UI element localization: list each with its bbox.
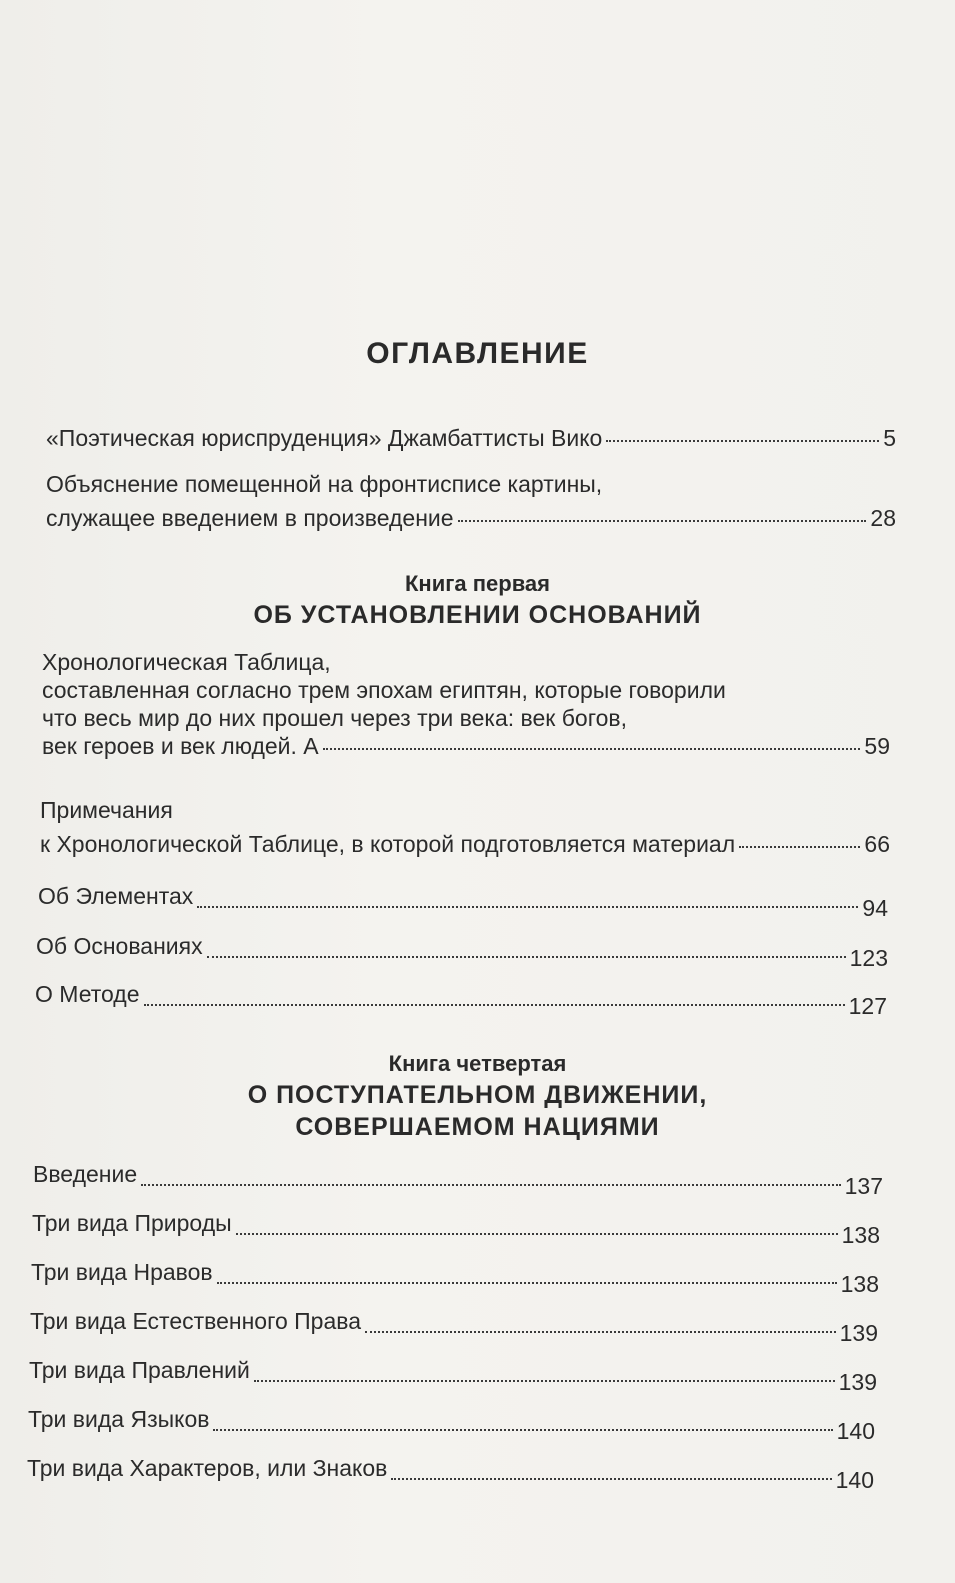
toc-entry	[28, 1405, 875, 1445]
toc-entry-text: что весь мир до них прошел через три века: век богов,	[42, 705, 627, 731]
dot-leader	[606, 440, 879, 442]
toc-entry-text: Об Элементах	[38, 883, 194, 909]
book-heading	[0, 569, 955, 631]
toc-entry	[29, 1356, 877, 1396]
toc-entry-text: Три вида Природы	[32, 1210, 232, 1236]
toc-page-number: 140	[835, 1467, 874, 1493]
dot-leader	[391, 1478, 831, 1480]
toc-entry-text: Три вида Языков	[28, 1406, 210, 1432]
page-title: ОГЛАВЛЕНИЕ	[366, 337, 589, 370]
toc-page-number: 138	[840, 1271, 879, 1297]
toc-page-number: 140	[836, 1418, 875, 1444]
book-title: СОВЕРШАЕМОМ НАЦИЯМИ	[295, 1113, 660, 1141]
dot-leader	[207, 956, 846, 958]
book-label: Книга четвертая	[388, 1051, 567, 1076]
toc-page-number: 5	[883, 425, 896, 451]
dot-leader	[141, 1184, 840, 1186]
toc-entry-text: Три вида Нравов	[31, 1259, 213, 1285]
book-title: О ПОСТУПАТЕЛЬНОМ ДВИЖЕНИИ,	[247, 1081, 708, 1109]
toc-entry	[33, 1160, 883, 1200]
toc-entry-text: Три вида Характеров, или Знаков	[27, 1455, 388, 1481]
dot-leader	[365, 1331, 836, 1333]
book-label: Книга первая	[404, 571, 551, 596]
dot-leader	[458, 520, 867, 522]
toc-entry-text: Три вида Естественного Права	[30, 1308, 362, 1334]
toc-entry-text: О Методе	[35, 981, 140, 1007]
toc-page-number: 139	[839, 1320, 878, 1346]
toc-entry	[27, 1454, 874, 1494]
toc-page-number: 138	[841, 1222, 880, 1248]
dot-leader	[144, 1004, 845, 1006]
toc-entry-text: Объяснение помещенной на фронтисписе картины,	[46, 471, 603, 497]
toc-entry-text: Примечания	[40, 797, 173, 823]
toc-entry	[30, 1307, 878, 1347]
toc-entry-text: Хронологическая Таблица,	[42, 649, 331, 675]
toc-entry	[40, 796, 890, 858]
dot-leader	[197, 906, 858, 908]
toc-entry-text: к Хронологической Таблице, в которой подготовляется материал	[40, 831, 736, 857]
toc-entry	[36, 932, 888, 972]
toc-page-number: 127	[848, 993, 887, 1019]
toc-entry	[32, 1209, 880, 1249]
toc-entry	[46, 424, 896, 452]
dot-leader	[217, 1282, 837, 1284]
toc-page-number: 66	[864, 831, 890, 857]
dot-leader	[739, 846, 860, 848]
book-heading	[0, 1049, 955, 1143]
toc-page-number: 137	[844, 1173, 883, 1199]
toc-entry	[38, 882, 888, 922]
toc-entry-text: «Поэтическая юриспруденция» Джамбаттисты Вико	[46, 425, 603, 451]
toc-entry-text: век героев и век людей. А	[42, 733, 319, 759]
toc-page-number: 139	[838, 1369, 877, 1395]
toc-entry	[35, 980, 887, 1020]
toc-page-number: 94	[862, 895, 888, 921]
toc-entry-text: Введение	[33, 1161, 138, 1187]
book-title: ОБ УСТАНОВЛЕНИИ ОСНОВАНИЙ	[253, 601, 702, 629]
toc-entry	[42, 648, 890, 760]
toc-page-number: 59	[864, 733, 890, 759]
toc-page-number: 123	[849, 945, 888, 971]
toc-entry-text: Три вида Правлений	[29, 1357, 250, 1383]
dot-leader	[254, 1380, 835, 1382]
dot-leader	[323, 748, 861, 750]
toc-entry-text: составленная согласно трем эпохам египтян, которые говорили	[42, 677, 726, 703]
toc-page-number: 28	[870, 505, 896, 531]
toc-entry	[46, 470, 896, 532]
toc-entry	[31, 1258, 879, 1298]
toc-entry-text: Об Основаниях	[36, 933, 203, 959]
toc-entry-text: служащее введением в произведение	[46, 505, 454, 531]
dot-leader	[213, 1429, 832, 1431]
dot-leader	[236, 1233, 838, 1235]
